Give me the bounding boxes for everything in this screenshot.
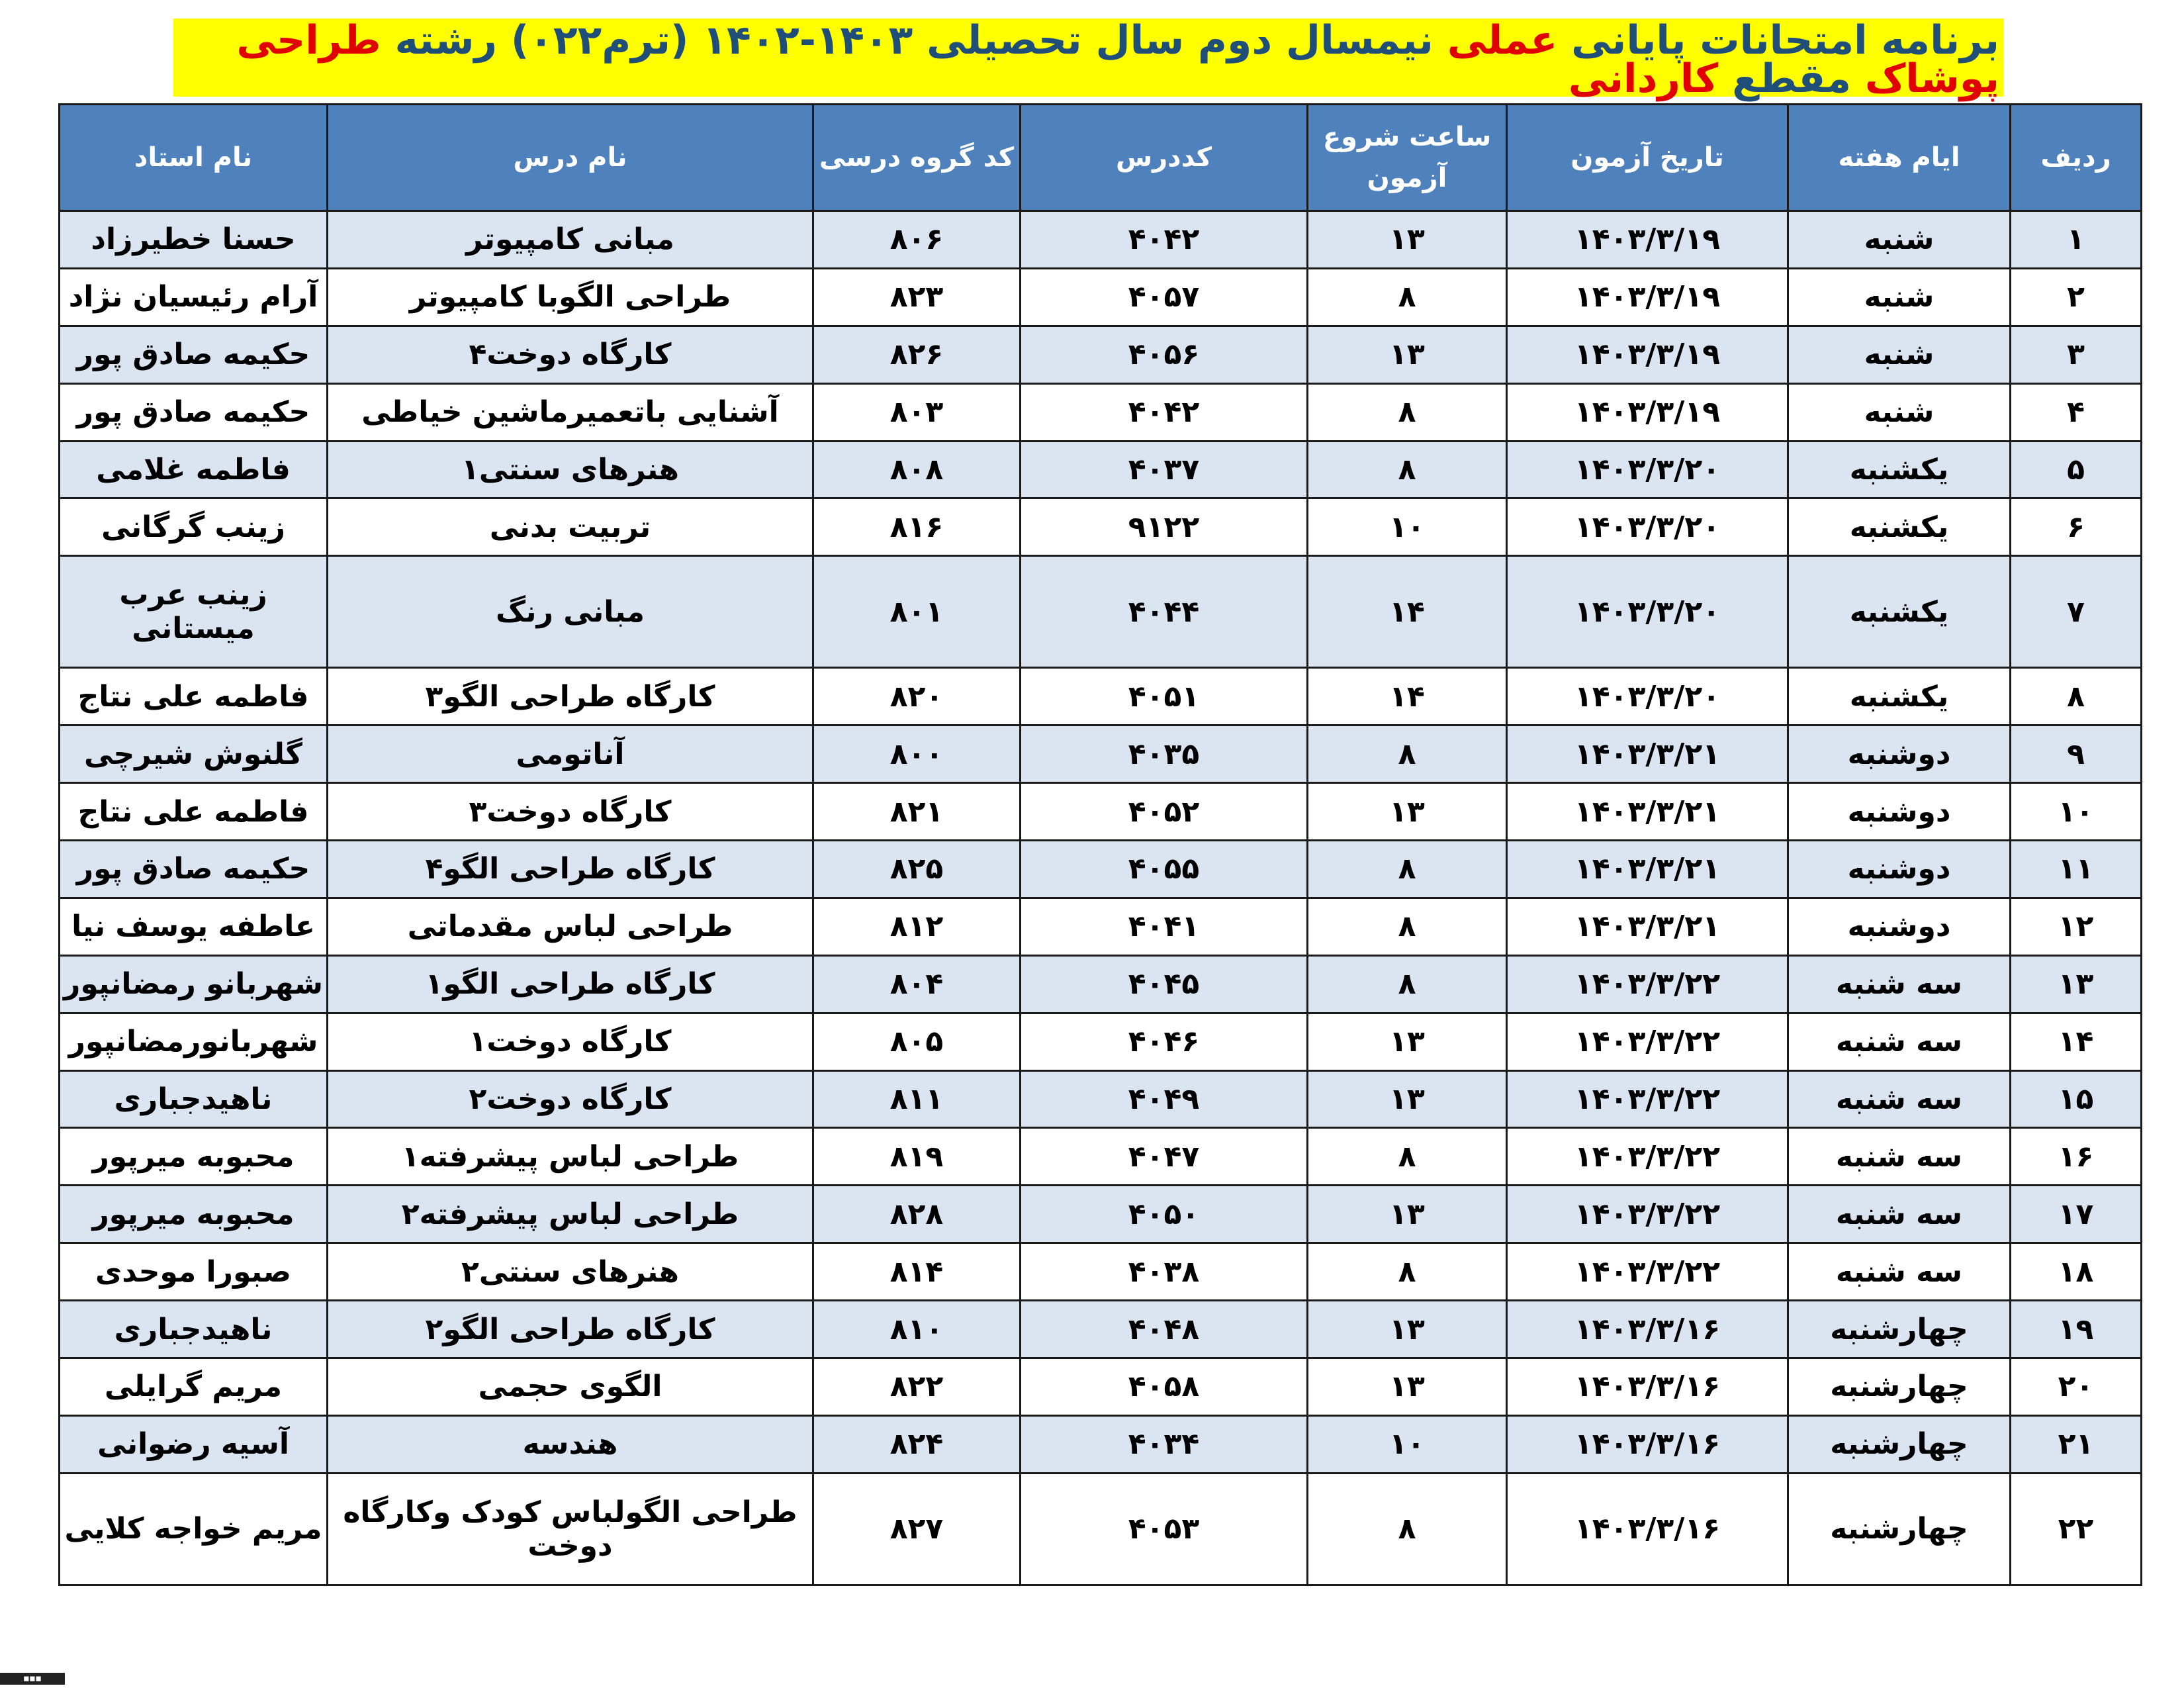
instructor-cell: حکیمه صادق پور xyxy=(60,840,328,898)
header-row-number: ردیف xyxy=(2011,105,2142,211)
exam-date-cell: ۱۴۰۳/۳/۲۱ xyxy=(1507,898,1788,955)
row-number-cell: ۲۱ xyxy=(2011,1415,2142,1473)
weekday-cell: شنبه xyxy=(1788,383,2011,441)
table-row xyxy=(60,556,2142,668)
course-code-cell: ۴۰۵۷ xyxy=(1021,268,1308,326)
group-code-cell: ۸۰۶ xyxy=(813,211,1021,269)
group-code-cell: ۸۲۰ xyxy=(813,668,1021,726)
course-name-cell: کارگاه طراحی الگو۱ xyxy=(328,955,813,1013)
instructor-cell: حکیمه صادق پور xyxy=(60,326,328,383)
weekday-cell: سه شنبه xyxy=(1788,1186,2011,1243)
table-row xyxy=(60,726,2142,783)
course-code-cell: ۴۰۵۲ xyxy=(1021,783,1308,841)
course-code-cell: ۴۰۵۰ xyxy=(1021,1186,1308,1243)
start-time-cell: ۱۳ xyxy=(1308,1301,1507,1358)
course-code-cell: ۴۰۵۵ xyxy=(1021,840,1308,898)
row-number-cell: ۴ xyxy=(2011,383,2142,441)
start-time-cell: ۱۳ xyxy=(1308,1070,1507,1128)
course-name-cell: مبانی رنگ xyxy=(328,556,813,668)
weekday-cell: سه شنبه xyxy=(1788,1243,2011,1301)
start-time-cell: ۸ xyxy=(1308,268,1507,326)
group-code-cell: ۸۲۵ xyxy=(813,840,1021,898)
instructor-cell: ناهیدجباری xyxy=(60,1070,328,1128)
exam-date-cell: ۱۴۰۳/۳/۱۶ xyxy=(1507,1301,1788,1358)
instructor-cell: محبوبه میرپور xyxy=(60,1128,328,1186)
group-code-cell: ۸۰۸ xyxy=(813,441,1021,498)
instructor-cell: زینب گرگانی xyxy=(60,498,328,556)
weekday-cell: شنبه xyxy=(1788,268,2011,326)
weekday-cell: دوشنبه xyxy=(1788,726,2011,783)
course-code-cell: ۴۰۳۷ xyxy=(1021,441,1308,498)
table-row xyxy=(60,1473,2142,1585)
course-name-cell: تربیت بدنی xyxy=(328,498,813,556)
course-name-cell: طراحی الگوبا کامپیوتر xyxy=(328,268,813,326)
row-number-cell: ۱ xyxy=(2011,211,2142,269)
title-part-3: نیمسال دوم سال تحصیلی ۱۴۰۳-۱۴۰۲ xyxy=(688,17,1447,64)
table-row xyxy=(60,1128,2142,1186)
weekday-cell: چهارشنبه xyxy=(1788,1415,2011,1473)
start-time-cell: ۸ xyxy=(1308,441,1507,498)
course-name-cell: آشنایی باتعمیرماشین خیاطی xyxy=(328,383,813,441)
exam-date-cell: ۱۴۰۳/۳/۲۱ xyxy=(1507,783,1788,841)
title-part-1: برنامه امتحانات پایانی xyxy=(1557,17,1999,64)
start-time-cell: ۸ xyxy=(1308,955,1507,1013)
start-time-cell: ۱۳ xyxy=(1308,1013,1507,1070)
group-code-cell: ۸۱۶ xyxy=(813,498,1021,556)
row-number-cell: ۱۳ xyxy=(2011,955,2142,1013)
group-code-cell: ۸۲۸ xyxy=(813,1186,1021,1243)
row-number-cell: ۱۵ xyxy=(2011,1070,2142,1128)
weekday-cell: دوشنبه xyxy=(1788,898,2011,955)
table-row xyxy=(60,1070,2142,1128)
instructor-cell: فاطمه علی نتاج xyxy=(60,783,328,841)
course-code-cell: ۴۰۳۴ xyxy=(1021,1415,1308,1473)
header-instructor: نام استاد xyxy=(60,105,328,211)
course-code-cell: ۴۰۵۳ xyxy=(1021,1473,1308,1585)
group-code-cell: ۸۲۶ xyxy=(813,326,1021,383)
weekday-cell: یکشنبه xyxy=(1788,498,2011,556)
instructor-cell: شهربانو رمضانپور xyxy=(60,955,328,1013)
course-name-cell: آناتومی xyxy=(328,726,813,783)
exam-date-cell: ۱۴۰۳/۳/۲۲ xyxy=(1507,1186,1788,1243)
course-name-cell: کارگاه دوخت۲ xyxy=(328,1070,813,1128)
start-time-cell: ۸ xyxy=(1308,840,1507,898)
course-code-cell: ۴۰۵۸ xyxy=(1021,1358,1308,1416)
course-code-cell: ۴۰۴۱ xyxy=(1021,898,1308,955)
instructor-cell: فاطمه غلامی xyxy=(60,441,328,498)
site-logo-icon: ◼◼◼ xyxy=(0,1673,65,1685)
course-code-cell: ۴۰۴۸ xyxy=(1021,1301,1308,1358)
course-code-cell: ۴۰۴۲ xyxy=(1021,383,1308,441)
weekday-cell: دوشنبه xyxy=(1788,783,2011,841)
row-number-cell: ۵ xyxy=(2011,441,2142,498)
header-course-code: کددرس xyxy=(1021,105,1308,211)
header-exam-date: تاریخ آزمون xyxy=(1507,105,1788,211)
weekday-cell: دوشنبه xyxy=(1788,840,2011,898)
course-code-cell: ۴۰۵۶ xyxy=(1021,326,1308,383)
course-name-cell: طراحی لباس پیشرفته۱ xyxy=(328,1128,813,1186)
exam-date-cell: ۱۴۰۳/۳/۱۶ xyxy=(1507,1415,1788,1473)
group-code-cell: ۸۰۵ xyxy=(813,1013,1021,1070)
start-time-cell: ۱۳ xyxy=(1308,783,1507,841)
row-number-cell: ۱۹ xyxy=(2011,1301,2142,1358)
exam-schedule-table xyxy=(58,103,2142,1586)
group-code-cell: ۸۲۲ xyxy=(813,1358,1021,1416)
table-row xyxy=(60,1243,2142,1301)
weekday-cell: سه شنبه xyxy=(1788,1013,2011,1070)
group-code-cell: ۸۱۲ xyxy=(813,898,1021,955)
table-row xyxy=(60,1301,2142,1358)
table-row xyxy=(60,498,2142,556)
start-time-cell: ۱۰ xyxy=(1308,1415,1507,1473)
exam-date-cell: ۱۴۰۳/۳/۲۲ xyxy=(1507,1243,1788,1301)
exam-date-cell: ۱۴۰۳/۳/۲۱ xyxy=(1507,726,1788,783)
row-number-cell: ۱۴ xyxy=(2011,1013,2142,1070)
start-time-cell: ۱۳ xyxy=(1308,326,1507,383)
instructor-cell: حکیمه صادق پور xyxy=(60,383,328,441)
instructor-cell: گلنوش شیرچی xyxy=(60,726,328,783)
course-code-cell: ۴۰۴۷ xyxy=(1021,1128,1308,1186)
start-time-cell: ۸ xyxy=(1308,1473,1507,1585)
instructor-cell: آرام رئیسیان نژاد xyxy=(60,268,328,326)
course-name-cell: هندسه xyxy=(328,1415,813,1473)
course-code-cell: ۴۰۵۱ xyxy=(1021,668,1308,726)
title-part-2: عملی xyxy=(1447,17,1558,64)
table-row xyxy=(60,668,2142,726)
course-name-cell: هنرهای سنتی۱ xyxy=(328,441,813,498)
course-name-cell: الگوی حجمی xyxy=(328,1358,813,1416)
course-code-cell: ۴۰۴۵ xyxy=(1021,955,1308,1013)
instructor-cell: مریم گرایلی xyxy=(60,1358,328,1416)
instructor-cell: مریم خواجه کلایی xyxy=(60,1473,328,1585)
table-row xyxy=(60,1186,2142,1243)
header-group-code: کد گروه درسی xyxy=(813,105,1021,211)
group-code-cell: ۸۰۰ xyxy=(813,726,1021,783)
weekday-cell: سه شنبه xyxy=(1788,955,2011,1013)
instructor-cell: حسنا خطیرزاد xyxy=(60,211,328,269)
exam-date-cell: ۱۴۰۳/۳/۲۰ xyxy=(1507,668,1788,726)
course-code-cell: ۴۰۴۴ xyxy=(1021,556,1308,668)
exam-date-cell: ۱۴۰۳/۳/۲۰ xyxy=(1507,498,1788,556)
exam-date-cell: ۱۴۰۳/۳/۲۲ xyxy=(1507,1128,1788,1186)
weekday-cell: چهارشنبه xyxy=(1788,1301,2011,1358)
start-time-cell: ۱۴ xyxy=(1308,556,1507,668)
header-weekday: ایام هفته xyxy=(1788,105,2011,211)
instructor-cell: آسیه رضوانی xyxy=(60,1415,328,1473)
table-row xyxy=(60,1013,2142,1070)
row-number-cell: ۱۷ xyxy=(2011,1186,2142,1243)
start-time-cell: ۱۳ xyxy=(1308,211,1507,269)
group-code-cell: ۸۱۹ xyxy=(813,1128,1021,1186)
course-name-cell: طراحی لباس پیشرفته۲ xyxy=(328,1186,813,1243)
row-number-cell: ۲۲ xyxy=(2011,1473,2142,1585)
exam-date-cell: ۱۴۰۳/۳/۲۲ xyxy=(1507,1070,1788,1128)
table-row xyxy=(60,898,2142,955)
table-row xyxy=(60,383,2142,441)
title-part-4: (ترم۰۲۲) رشته xyxy=(381,17,689,64)
row-number-cell: ۶ xyxy=(2011,498,2142,556)
table-header-row xyxy=(60,105,2142,211)
instructor-cell: محبوبه میرپور xyxy=(60,1186,328,1243)
start-time-cell: ۸ xyxy=(1308,726,1507,783)
course-code-cell: ۴۰۳۵ xyxy=(1021,726,1308,783)
table-row xyxy=(60,1358,2142,1416)
exam-date-cell: ۱۴۰۳/۳/۲۱ xyxy=(1507,840,1788,898)
start-time-cell: ۸ xyxy=(1308,1128,1507,1186)
start-time-cell: ۸ xyxy=(1308,1243,1507,1301)
course-code-cell: ۹۱۲۲ xyxy=(1021,498,1308,556)
instructor-cell: ناهیدجباری xyxy=(60,1301,328,1358)
course-name-cell: طراحی لباس مقدماتی xyxy=(328,898,813,955)
start-time-cell: ۱۳ xyxy=(1308,1186,1507,1243)
exam-date-cell: ۱۴۰۳/۳/۱۹ xyxy=(1507,268,1788,326)
instructor-cell: زینب عرب میستانی xyxy=(60,556,328,668)
exam-date-cell: ۱۴۰۳/۳/۱۶ xyxy=(1507,1473,1788,1585)
course-code-cell: ۴۰۴۶ xyxy=(1021,1013,1308,1070)
table-row xyxy=(60,211,2142,269)
start-time-cell: ۸ xyxy=(1308,383,1507,441)
start-time-cell: ۱۰ xyxy=(1308,498,1507,556)
header-start-time: ساعت شروع آزمون xyxy=(1308,105,1507,211)
group-code-cell: ۸۰۱ xyxy=(813,556,1021,668)
exam-date-cell: ۱۴۰۳/۳/۱۹ xyxy=(1507,326,1788,383)
course-name-cell: کارگاه دوخت۱ xyxy=(328,1013,813,1070)
course-name-cell: مبانی کامپیوتر xyxy=(328,211,813,269)
course-name-cell: کارگاه دوخت۴ xyxy=(328,326,813,383)
table-row xyxy=(60,326,2142,383)
title-part-5: طراحی پوشاک xyxy=(236,17,1999,102)
table-row xyxy=(60,955,2142,1013)
instructor-cell: عاطفه یوسف نیا xyxy=(60,898,328,955)
course-name-cell: کارگاه طراحی الگو۴ xyxy=(328,840,813,898)
course-name-cell: کارگاه دوخت۳ xyxy=(328,783,813,841)
table-row xyxy=(60,840,2142,898)
table-row xyxy=(60,783,2142,841)
row-number-cell: ۳ xyxy=(2011,326,2142,383)
group-code-cell: ۸۱۴ xyxy=(813,1243,1021,1301)
header-course-name: نام درس xyxy=(328,105,813,211)
row-number-cell: ۱۱ xyxy=(2011,840,2142,898)
weekday-cell: یکشنبه xyxy=(1788,668,2011,726)
group-code-cell: ۸۰۴ xyxy=(813,955,1021,1013)
group-code-cell: ۸۲۱ xyxy=(813,783,1021,841)
exam-date-cell: ۱۴۰۳/۳/۱۶ xyxy=(1507,1358,1788,1416)
course-code-cell: ۴۰۳۸ xyxy=(1021,1243,1308,1301)
group-code-cell: ۸۰۳ xyxy=(813,383,1021,441)
weekday-cell: چهارشنبه xyxy=(1788,1473,2011,1585)
row-number-cell: ۲۰ xyxy=(2011,1358,2142,1416)
course-name-cell: کارگاه طراحی الگو۳ xyxy=(328,668,813,726)
exam-date-cell: ۱۴۰۳/۳/۱۹ xyxy=(1507,211,1788,269)
title-part-6: مقطع xyxy=(1718,56,1865,102)
row-number-cell: ۲ xyxy=(2011,268,2142,326)
row-number-cell: ۸ xyxy=(2011,668,2142,726)
row-number-cell: ۷ xyxy=(2011,556,2142,668)
group-code-cell: ۸۲۴ xyxy=(813,1415,1021,1473)
course-name-cell: هنرهای سنتی۲ xyxy=(328,1243,813,1301)
weekday-cell: یکشنبه xyxy=(1788,441,2011,498)
group-code-cell: ۸۱۰ xyxy=(813,1301,1021,1358)
row-number-cell: ۱۰ xyxy=(2011,783,2142,841)
row-number-cell: ۱۶ xyxy=(2011,1128,2142,1186)
group-code-cell: ۸۲۳ xyxy=(813,268,1021,326)
exam-date-cell: ۱۴۰۳/۳/۲۰ xyxy=(1507,441,1788,498)
weekday-cell: سه شنبه xyxy=(1788,1128,2011,1186)
course-code-cell: ۴۰۴۹ xyxy=(1021,1070,1308,1128)
weekday-cell: چهارشنبه xyxy=(1788,1358,2011,1416)
page-title xyxy=(173,17,2003,102)
course-name-cell: طراحی الگولباس کودک وکارگاه دوخت xyxy=(328,1473,813,1585)
exam-date-cell: ۱۴۰۳/۳/۱۹ xyxy=(1507,383,1788,441)
row-number-cell: ۱۸ xyxy=(2011,1243,2142,1301)
course-name-cell: کارگاه طراحی الگو۲ xyxy=(328,1301,813,1358)
weekday-cell: یکشنبه xyxy=(1788,556,2011,668)
weekday-cell: شنبه xyxy=(1788,326,2011,383)
row-number-cell: ۹ xyxy=(2011,726,2142,783)
exam-date-cell: ۱۴۰۳/۳/۲۲ xyxy=(1507,955,1788,1013)
course-code-cell: ۴۰۴۲ xyxy=(1021,211,1308,269)
group-code-cell: ۸۲۷ xyxy=(813,1473,1021,1585)
table-row xyxy=(60,268,2142,326)
start-time-cell: ۱۴ xyxy=(1308,668,1507,726)
instructor-cell: شهربانورمضانپور xyxy=(60,1013,328,1070)
title-part-7: کاردانی xyxy=(1568,56,1719,102)
instructor-cell: صبورا موحدی xyxy=(60,1243,328,1301)
exam-date-cell: ۱۴۰۳/۳/۲۰ xyxy=(1507,556,1788,668)
instructor-cell: فاطمه علی نتاج xyxy=(60,668,328,726)
weekday-cell: شنبه xyxy=(1788,211,2011,269)
group-code-cell: ۸۱۱ xyxy=(813,1070,1021,1128)
weekday-cell: سه شنبه xyxy=(1788,1070,2011,1128)
row-number-cell: ۱۲ xyxy=(2011,898,2142,955)
start-time-cell: ۸ xyxy=(1308,898,1507,955)
start-time-cell: ۱۳ xyxy=(1308,1358,1507,1416)
table-row xyxy=(60,1415,2142,1473)
exam-date-cell: ۱۴۰۳/۳/۲۲ xyxy=(1507,1013,1788,1070)
table-row xyxy=(60,441,2142,498)
